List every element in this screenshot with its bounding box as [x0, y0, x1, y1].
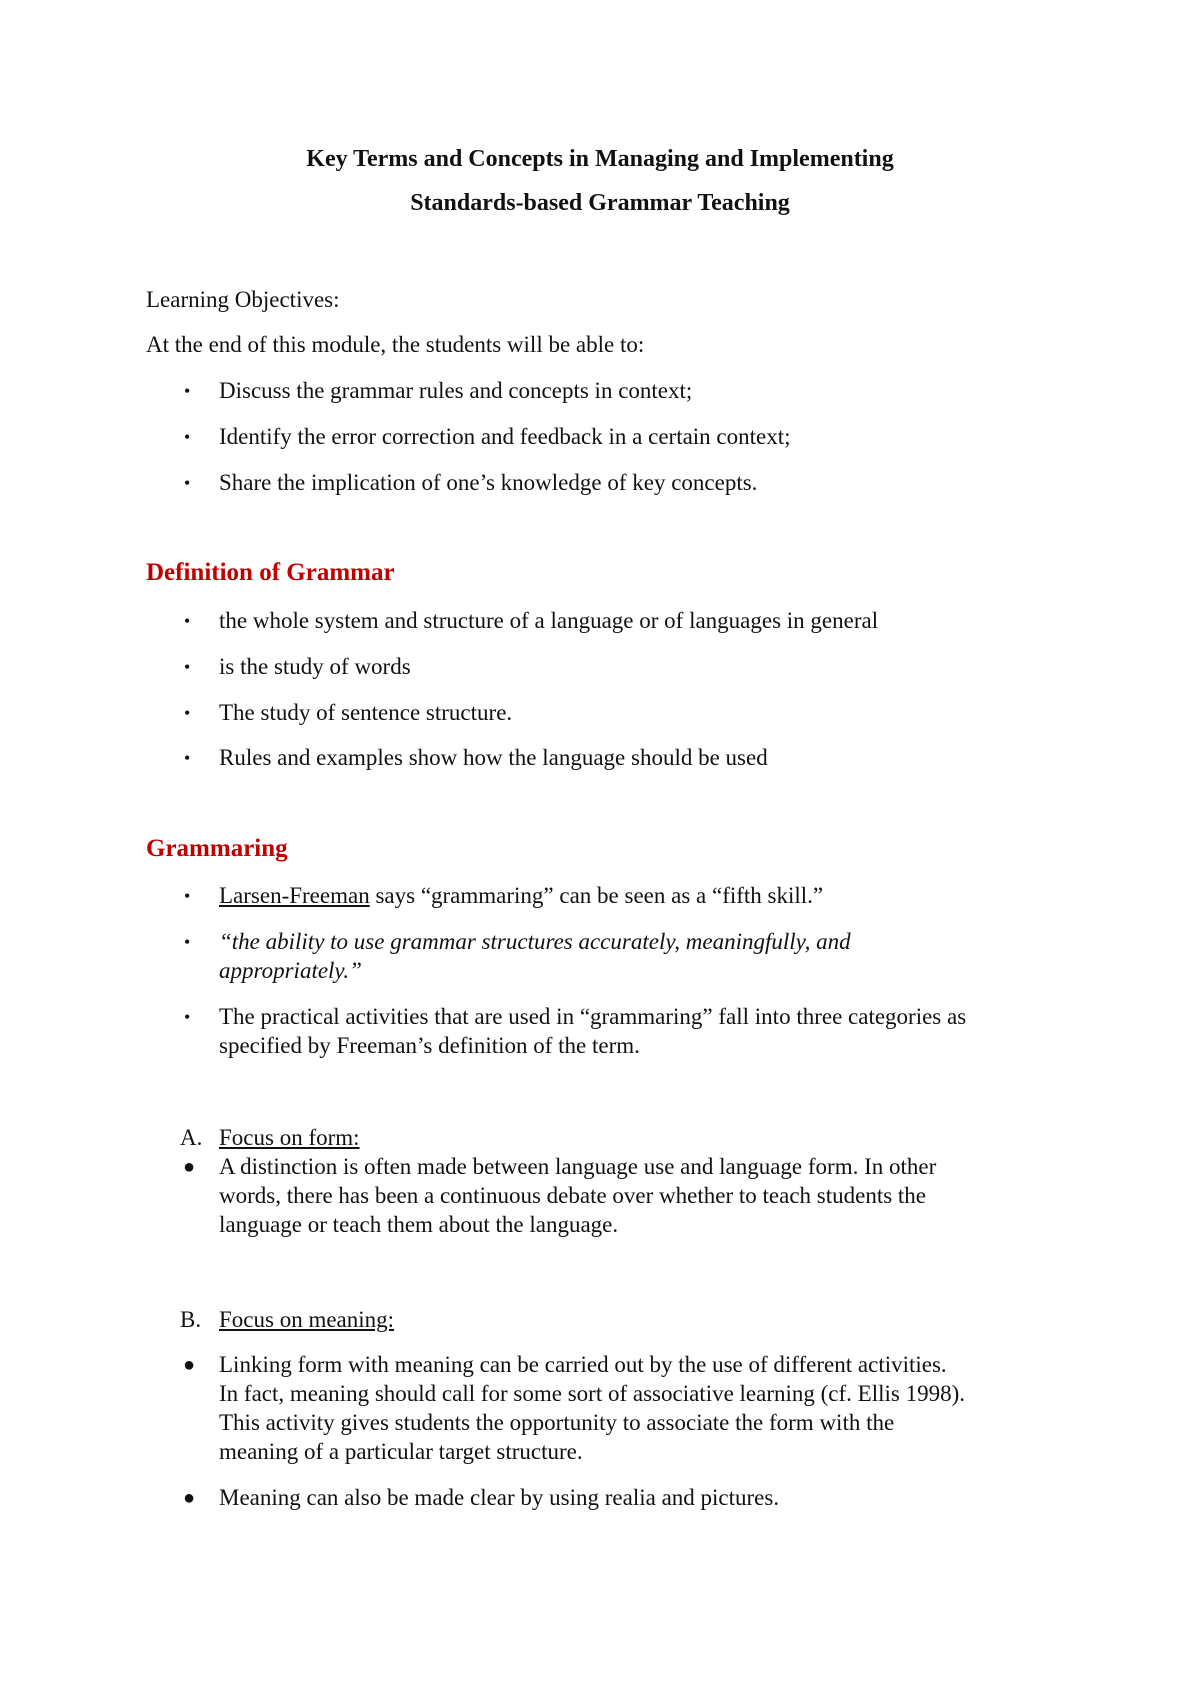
bullet-icon: • [184, 473, 191, 493]
focus-meaning-item-2: Meaning can also be made clear by using realia and pictures. [219, 1485, 780, 1510]
grammaring-quote-line-1: “the ability to use grammar structures accurately, meaningfully, and [219, 929, 851, 954]
bullet-icon: • [184, 611, 191, 631]
bullet-icon: • [184, 932, 191, 952]
bullet-icon: • [184, 1007, 191, 1027]
grammaring-item-3-line-1: The practical activities that are used in “grammaring” fall into three categories as [219, 1004, 967, 1029]
bullet-icon: ● [183, 1487, 196, 1509]
focus-form-line: words, there has been a continuous debate over whether to teach students the [219, 1183, 927, 1208]
focus-meaning-line: In fact, meaning should call for some sort of associative learning (cf. Ellis 1998). [219, 1381, 966, 1406]
focus-meaning-line: This activity gives students the opportunity to associate the form with the [219, 1410, 895, 1435]
focus-meaning-line: meaning of a particular target structure. [219, 1439, 583, 1464]
bullet-icon: ● [183, 1354, 196, 1376]
definition-item: is the study of words [219, 654, 411, 679]
title-line-2: Standards-based Grammar Teaching [410, 190, 790, 216]
bullet-icon: • [184, 657, 191, 677]
focus-on-meaning-heading: Focus on meaning: [219, 1307, 395, 1332]
bullet-icon: • [184, 748, 191, 768]
objectives-label: Learning Objectives: [146, 287, 340, 312]
grammaring-item-3-line-2: specified by Freeman’s definition of the term. [219, 1033, 640, 1058]
focus-meaning-line: Linking form with meaning can be carried out by the use of different activities. [219, 1352, 947, 1377]
grammaring-item-1 [219, 881, 823, 911]
grammaring-heading: Grammaring [146, 835, 288, 862]
definition-item: Rules and examples show how the language should be used [219, 745, 768, 770]
objective-item: Identify the error correction and feedback in a certain context; [219, 424, 791, 449]
section-letter-a: A. [180, 1125, 203, 1150]
bullet-icon: ● [183, 1156, 196, 1178]
bullet-icon: • [184, 381, 191, 401]
bullet-icon: • [184, 886, 191, 906]
grammaring-quote-line-2: appropriately.” [219, 958, 362, 983]
grammaring-item-1-text: says “grammaring” can be seen as a “fifth skill.” [369, 883, 824, 908]
bullet-icon: • [184, 427, 191, 447]
objectives-intro: At the end of this module, the students will be able to: [146, 332, 645, 357]
definition-item: the whole system and structure of a language or of languages in general [219, 608, 879, 633]
focus-form-line: A distinction is often made between language use and language form. In other [219, 1154, 937, 1179]
objective-item: Discuss the grammar rules and concepts in context; [219, 378, 693, 403]
focus-on-form-heading: Focus on form: [219, 1125, 360, 1150]
author-name: Larsen-Freeman [219, 883, 370, 908]
section-letter-b: B. [180, 1307, 202, 1332]
bullet-icon: • [184, 703, 191, 723]
objective-item: Share the implication of one’s knowledge of key concepts. [219, 470, 758, 495]
definition-item: The study of sentence structure. [219, 700, 513, 725]
definition-heading: Definition of Grammar [146, 559, 395, 586]
title-line-1: Key Terms and Concepts in Managing and Implementing [306, 146, 894, 172]
focus-form-line: language or teach them about the language. [219, 1212, 619, 1237]
